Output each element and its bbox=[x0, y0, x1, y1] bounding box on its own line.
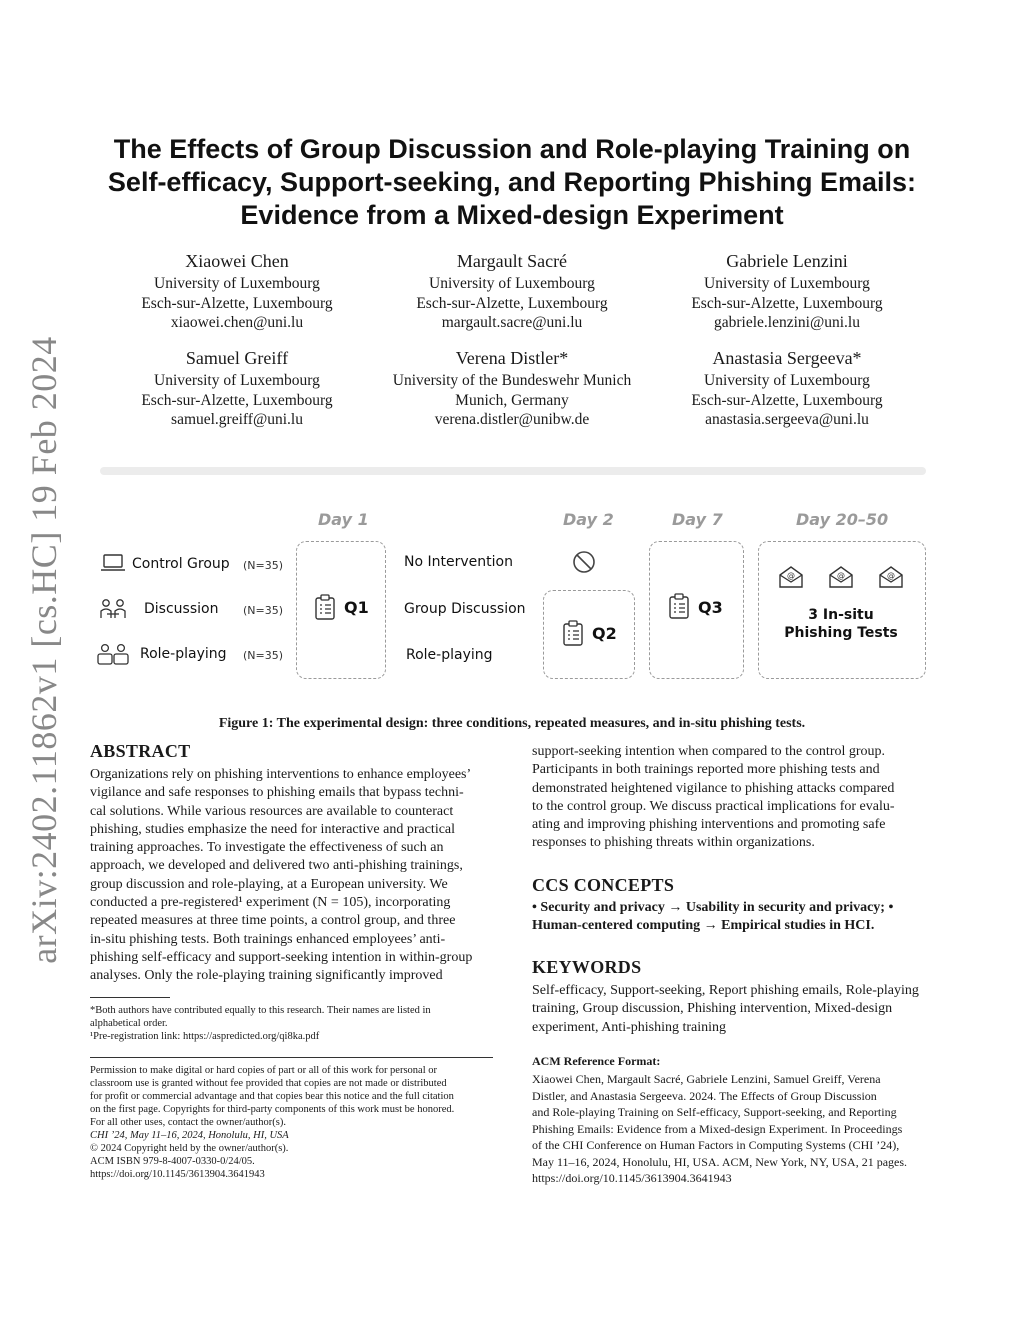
abstract-line: Organizations rely on phishing interventions to enhance employees’ bbox=[90, 767, 472, 782]
abstract-line: ating and improving phishing interventions and promoting safe bbox=[532, 817, 886, 833]
abstract-line: approach, we developed and delivered two anti-phishing trainings, bbox=[90, 858, 463, 874]
clipboard-icon bbox=[314, 594, 336, 620]
author-affiliation: University of Luxembourg bbox=[429, 275, 595, 292]
email-at-icon bbox=[828, 565, 854, 589]
abstract-line: vigilance and safe responses to phishing emails that bypass techni- bbox=[90, 785, 464, 801]
role-playing-people-icon bbox=[96, 642, 130, 666]
abstract-line: to the control group. We discuss practical implications for evalu- bbox=[532, 798, 895, 814]
footnote-rule bbox=[90, 997, 170, 998]
author-name: Margault Sacré bbox=[456, 251, 568, 271]
abstract-line: analyses. Only the role-playing training significantly improved bbox=[90, 968, 443, 984]
author-block bbox=[97, 347, 377, 430]
author-location: Esch-sur-Alzette, Luxembourg bbox=[691, 294, 883, 312]
author-location: Esch-sur-Alzette, Luxembourg bbox=[691, 391, 883, 409]
author-block bbox=[372, 250, 652, 333]
reference-line: of the CHI Conference on Human Factors in Computing Systems (CHI ’24), bbox=[532, 1138, 900, 1152]
permission-line: ACM ISBN 979-8-4007-0330-0/24/05. bbox=[90, 1156, 255, 1167]
day-label: Day 20–50 bbox=[796, 510, 889, 529]
abstract-line: cal solutions. While various resources are available to counteract bbox=[90, 803, 454, 819]
reference-line: Phishing Emails: Evidence from a Mixed-design Experiment. In Proceedings bbox=[532, 1121, 903, 1136]
author-affiliation: University of Luxembourg bbox=[154, 372, 320, 389]
group-size: (N=35) bbox=[243, 649, 284, 662]
figure-caption: Figure 1: The experimental design: three conditions, repeated measures, and in-situ phishing tests. bbox=[218, 716, 806, 731]
footnote-line[interactable]: ¹Pre-registration link: https://aspredicted.org/qi8ka.pdf bbox=[90, 1031, 320, 1042]
reference-body bbox=[532, 1071, 937, 1187]
author-location: Esch-sur-Alzette, Luxembourg bbox=[141, 294, 333, 312]
email-at-icon bbox=[878, 565, 904, 589]
title-line-3: Evidence from a Mixed-design Experiment bbox=[240, 200, 784, 230]
permission-line: Permission to make digital or hard copies of part or all of this work for personal or bbox=[90, 1065, 438, 1076]
author-email[interactable]: anastasia.sergeeva@uni.lu bbox=[705, 411, 869, 428]
reference-line: May 11–16, 2024, Honolulu, HI, USA. ACM, New York, NY, USA, 21 pages. bbox=[532, 1154, 908, 1169]
footnotes bbox=[90, 1004, 495, 1043]
permission-line: on the first page. Copyrights for third-party components of this work must be honored. bbox=[90, 1104, 455, 1115]
clipboard-icon bbox=[668, 593, 690, 619]
abstract-line: demonstrated heightened vigilance to phishing attacks compared bbox=[532, 780, 895, 796]
author-block bbox=[647, 347, 927, 430]
no-entry-icon bbox=[572, 550, 596, 574]
group-label: Control Group bbox=[132, 556, 230, 572]
author-location: Esch-sur-Alzette, Luxembourg bbox=[141, 391, 333, 409]
author-name: Verena Distler* bbox=[455, 348, 569, 368]
phishing-tests-line: Phishing Tests bbox=[784, 625, 898, 641]
author-affiliation: University of the Bundeswehr Munich bbox=[392, 372, 632, 389]
q3-box bbox=[649, 541, 744, 679]
q3-label: Q3 bbox=[698, 598, 723, 617]
q1-label: Q1 bbox=[344, 598, 369, 617]
author-block bbox=[97, 250, 377, 333]
figure-top-band bbox=[100, 467, 926, 475]
author-affiliation: University of Luxembourg bbox=[704, 372, 870, 389]
footnote-line: *Both authors have contributed equally to this research. Their names are listed in bbox=[90, 1005, 431, 1016]
reference-line: and Role-playing Training on Self-efficacy, Support-seeking, and Reporting bbox=[532, 1105, 897, 1119]
ccs-line: • Security and privacy → Usability in security and privacy; • bbox=[532, 900, 894, 915]
author-email[interactable]: xiaowei.chen@uni.lu bbox=[170, 314, 304, 331]
title-line-1: The Effects of Group Discussion and Role-playing Training on bbox=[113, 134, 911, 164]
arxiv-stamp: arXiv:2402.11862v1 [cs.HC] 19 Feb 2024 bbox=[24, 336, 64, 964]
abstract-line: repeated measures at three time points, a control group, and three bbox=[90, 913, 456, 929]
reference-heading: ACM Reference Format: bbox=[532, 1054, 661, 1068]
ccs-line: Human-centered computing → Empirical studies in HCI. bbox=[532, 918, 875, 934]
reference-doi-link[interactable]: https://doi.org/10.1145/3613904.3641943 bbox=[532, 1171, 732, 1185]
permission-line: © 2024 Copyright held by the owner/author(s). bbox=[90, 1143, 289, 1154]
author-email[interactable]: gabriele.lenzini@uni.lu bbox=[714, 314, 860, 331]
author-location: Esch-sur-Alzette, Luxembourg bbox=[416, 294, 608, 312]
abstract-line: training approaches. To investigate the effectiveness of such an bbox=[90, 840, 444, 856]
abstract-line: phishing self-efficacy and support-seeking intention in within-group bbox=[90, 949, 473, 965]
svg-text:@: @ bbox=[837, 571, 845, 580]
author-affiliation: University of Luxembourg bbox=[154, 275, 320, 292]
q2-label: Q2 bbox=[592, 624, 617, 643]
day-label: Day 2 bbox=[563, 510, 614, 529]
permission-line: For all other uses, contact the owner/author(s). bbox=[90, 1117, 286, 1128]
paper-title bbox=[90, 133, 934, 232]
title-line-2: Self-efficacy, Support-seeking, and Reporting Phishing Emails: bbox=[107, 167, 917, 197]
intervention-label: Role-playing bbox=[406, 647, 493, 663]
author-name: Gabriele Lenzini bbox=[726, 251, 848, 271]
group-size: (N=35) bbox=[243, 604, 284, 617]
author-affiliation: University of Luxembourg bbox=[704, 275, 870, 292]
reference-line: Distler, and Anastasia Sergeeva. 2024. The Effects of Group Discussion bbox=[532, 1088, 877, 1103]
svg-text:@: @ bbox=[787, 571, 795, 580]
phishing-tests-line: 3 In-situ bbox=[808, 607, 874, 623]
permission-line: classroom use is granted without fee provided that copies are not made or distributed bbox=[90, 1078, 447, 1089]
permission-doi-link[interactable]: https://doi.org/10.1145/3613904.3641943 bbox=[90, 1169, 265, 1180]
author-name: Xiaowei Chen bbox=[185, 251, 289, 271]
permission-line: for profit or commercial advantage and that copies bear this notice and the full citation bbox=[90, 1091, 454, 1102]
abstract-line: group discussion and role-playing, at a European university. We bbox=[90, 876, 448, 892]
abstract-line: responses to phishing threats within organizations. bbox=[532, 835, 815, 851]
ccs-heading: CCS CONCEPTS bbox=[532, 875, 675, 895]
author-email[interactable]: verena.distler@unibw.de bbox=[434, 411, 590, 428]
group-label: Role-playing bbox=[140, 646, 227, 662]
group-size: (N=35) bbox=[243, 559, 284, 572]
day-label: Day 1 bbox=[318, 510, 369, 529]
author-block bbox=[372, 347, 652, 430]
reference-line: Xiaowei Chen, Margault Sacré, Gabriele Lenzini, Samuel Greiff, Verena bbox=[532, 1072, 881, 1086]
laptop-icon bbox=[100, 553, 126, 573]
intervention-label: No Intervention bbox=[404, 554, 513, 570]
author-block bbox=[647, 250, 927, 333]
abstract-body bbox=[90, 766, 495, 986]
keywords-line: Self-efficacy, Support-seeking, Report phishing emails, Role-playing bbox=[532, 983, 919, 998]
abstract-line: conducted a pre-registered¹ experiment (N = 105), incorporating bbox=[90, 895, 451, 911]
abstract-line: Participants in both trainings reported more phishing tests and bbox=[532, 762, 880, 778]
permission-rule bbox=[90, 1057, 493, 1058]
keywords-body bbox=[532, 982, 937, 1037]
permission-line: CHI ’24, May 11–16, 2024, Honolulu, HI, USA bbox=[90, 1130, 289, 1141]
ccs-body bbox=[532, 899, 937, 936]
clipboard-icon bbox=[562, 620, 584, 646]
abstract-line: phishing, studies emphasize the need for interactive and practical bbox=[90, 821, 456, 837]
phishing-tests-label bbox=[766, 606, 916, 642]
keywords-heading: KEYWORDS bbox=[532, 957, 642, 977]
author-location: Munich, Germany bbox=[455, 391, 569, 409]
svg-text:@: @ bbox=[887, 571, 895, 580]
q2-box bbox=[543, 590, 635, 679]
discussion-people-icon bbox=[98, 598, 128, 622]
permission-block bbox=[90, 1064, 495, 1181]
email-at-icon bbox=[778, 565, 804, 589]
intervention-label: Group Discussion bbox=[404, 601, 526, 617]
author-email[interactable]: samuel.greiff@uni.lu bbox=[171, 411, 303, 428]
author-name: Samuel Greiff bbox=[185, 348, 289, 368]
abstract-line: support-seeking intention when compared to the control group. bbox=[532, 744, 886, 759]
abstract-heading: ABSTRACT bbox=[90, 741, 191, 761]
abstract-line: in-situ phishing tests. Both trainings enhanced employees’ anti- bbox=[90, 931, 446, 947]
group-label: Discussion bbox=[144, 601, 219, 617]
keywords-line: experiment, Anti-phishing training bbox=[532, 1019, 727, 1035]
day-label: Day 7 bbox=[672, 510, 723, 529]
keywords-line: training, Group discussion, Phishing intervention, Mixed-design bbox=[532, 1001, 893, 1017]
abstract-continued bbox=[532, 743, 937, 853]
author-name: Anastasia Sergeeva* bbox=[712, 348, 862, 368]
author-email[interactable]: margault.sacre@uni.lu bbox=[441, 314, 583, 331]
q1-box bbox=[296, 541, 386, 679]
footnote-line: alphabetical order. bbox=[90, 1018, 168, 1029]
